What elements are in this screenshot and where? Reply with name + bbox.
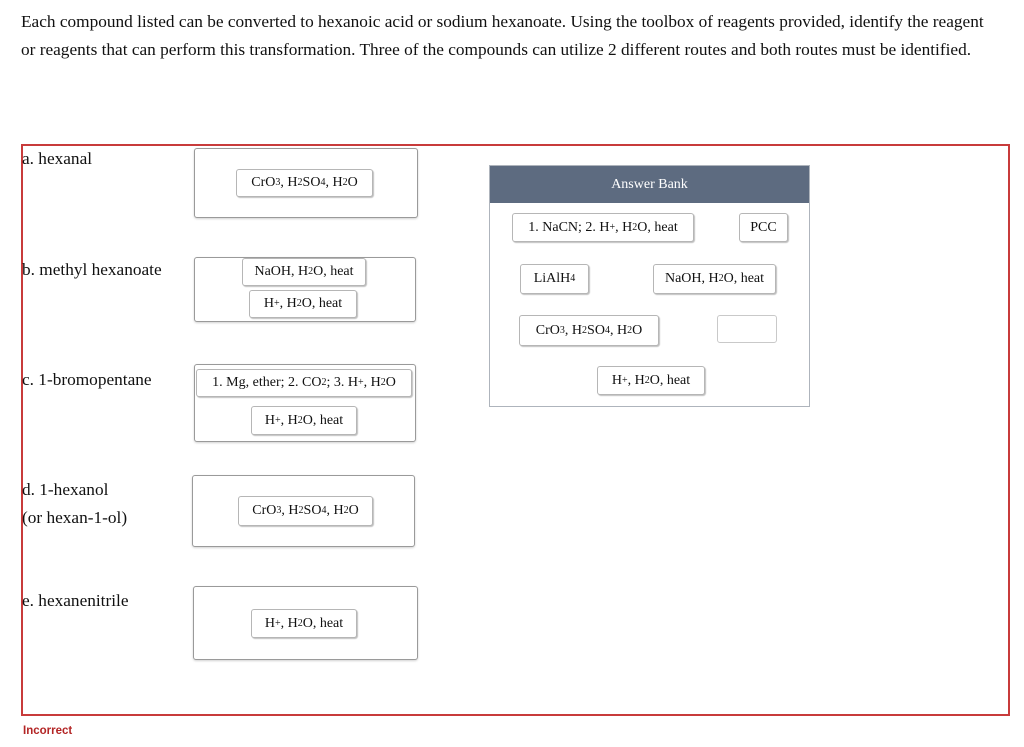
placed-chip-b-hplus[interactable]: H + , H 2 O, heat: [249, 290, 357, 318]
compound-label-b: b. methyl hexanoate: [22, 260, 162, 279]
bank-chip-nacn[interactable]: 1. NaCN; 2. H + , H 2 O, heat: [512, 213, 694, 242]
compound-label-a: a. hexanal: [22, 149, 93, 168]
placed-chip-d-cro3[interactable]: CrO 3 , H 2 SO 4 , H 2 O: [238, 496, 373, 526]
compound-label-c: c. 1-bromopentane: [22, 370, 152, 389]
placed-chip-c-hplus[interactable]: H + , H 2 O, heat: [251, 406, 357, 435]
bank-chip-hplus[interactable]: H + , H 2 O, heat: [597, 366, 705, 395]
bank-chip-naoh[interactable]: NaOH, H 2 O, heat: [653, 264, 776, 294]
instructions-text: Each compound listed can be converted to hexanoic acid or sodium hexanoate. Using the toolbox of reagents provided, identify the reagent or reagents that can perform this transformation. Three of the compounds can utilize 2 different routes and both routes must be identified.: [21, 12, 984, 59]
compound-label-d-line1: d. 1-hexanol: [22, 480, 109, 499]
bank-chip-lialh4[interactable]: LiAlH 4: [520, 264, 589, 294]
placed-chip-b-naoh[interactable]: NaOH, H 2 O, heat: [242, 258, 366, 286]
feedback-status: Incorrect: [23, 725, 73, 737]
compound-label-e: e. hexanenitrile: [22, 591, 129, 610]
placed-chip-e-hplus[interactable]: H + , H 2 O, heat: [251, 609, 357, 638]
answer-bank-header: Answer Bank: [490, 166, 809, 203]
bank-chip-cro3[interactable]: CrO 3 , H 2 SO 4 , H 2 O: [519, 315, 659, 346]
compound-label-d-line2: (or hexan-1-ol): [22, 508, 128, 527]
bank-empty-slot: [717, 315, 777, 343]
placed-chip-c-grignard[interactable]: 1. Mg, ether; 2. CO 2 ; 3. H + , H 2 O: [196, 369, 412, 397]
bank-chip-pcc[interactable]: PCC: [739, 213, 788, 242]
placed-chip-a-cro3[interactable]: CrO 3 , H 2 SO 4 , H 2 O: [236, 169, 373, 197]
